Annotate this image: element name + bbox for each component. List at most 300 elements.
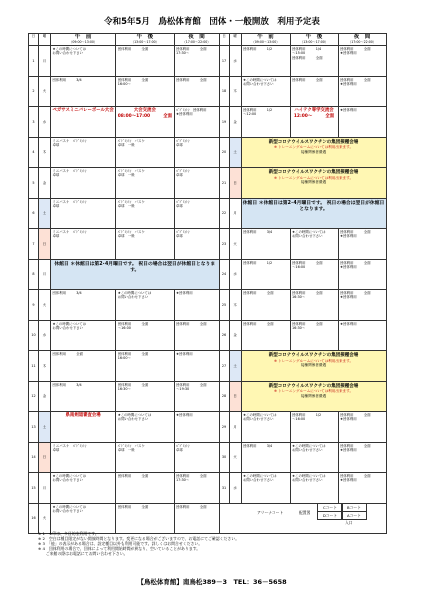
- day-number: 27: [221, 363, 227, 368]
- slot-cell: [174, 76, 219, 107]
- slot-ev: ★団体利用: [176, 352, 193, 356]
- slot-cell: [51, 503, 116, 534]
- weekday: 水: [233, 58, 237, 63]
- slot-cell: [116, 46, 174, 77]
- slot-pm: ﾊﾞﾄﾞﾐﾝﾄﾝ バスケ 卓球 一般: [117, 169, 145, 178]
- weekday: 木: [233, 302, 237, 307]
- period-time: （13:00～17:00）: [130, 40, 159, 45]
- slot-cell: [116, 503, 174, 534]
- court-b: Bコート: [341, 503, 367, 512]
- slot-cell: [338, 46, 386, 77]
- slot-am: 団体利用 1/2: [243, 47, 273, 51]
- day-number: 20: [221, 150, 227, 155]
- slot-cell: [338, 320, 386, 351]
- day-cell: [219, 168, 229, 199]
- slot-am: ミニバスケ ﾊﾞﾄﾞﾐﾝﾄﾝ 卓球: [52, 138, 87, 147]
- entrance-label: 入口: [345, 520, 353, 525]
- weekday: 金: [233, 333, 237, 338]
- slot-cell: [51, 168, 116, 199]
- slot-pm: ﾊﾞﾄﾞﾐﾝﾄﾝ バスケ 卓球 一般: [117, 199, 145, 208]
- weekday-cell: [39, 412, 51, 443]
- slot-cell: [338, 229, 386, 260]
- slot-ev: 団体利用 全面 ★団体利用: [340, 291, 371, 300]
- weekday: 月: [233, 211, 237, 216]
- slot-pm: ﾊﾞﾄﾞﾐﾝﾄﾝ バスケ 卓球 一般: [117, 230, 145, 239]
- weekday-cell: [39, 46, 51, 77]
- day-cell: [29, 229, 39, 260]
- slot-am: ミニバスケ ﾊﾞﾄﾞﾐﾝﾄﾝ 卓球: [52, 169, 87, 178]
- weekday: 金: [42, 180, 47, 185]
- period-time: （09:00～13:00）: [251, 40, 280, 45]
- slot-cell: [51, 473, 116, 504]
- weekday: 火: [233, 241, 237, 246]
- day-cell: [219, 198, 229, 229]
- table-row: [29, 320, 387, 351]
- day-cell: [219, 320, 229, 351]
- court-c: Cコート: [317, 503, 343, 512]
- priority-note: 接種関係者優遇: [300, 363, 327, 368]
- slot-ev: 団体利用 全面: [176, 77, 207, 82]
- slot-am: 団体利用 3/4: [52, 382, 82, 387]
- table-row: [29, 198, 387, 229]
- slot-ev: 団体利用 全面 ★団体利用: [340, 260, 371, 269]
- slot-cell: [290, 442, 338, 473]
- day-number: 21: [221, 180, 227, 185]
- closed-notice: 休館日 ＊休館日は第2･4月曜日です。 祝日の場合は翌日が休館日となります。: [54, 261, 216, 273]
- day-number: 5: [32, 180, 35, 185]
- slot-am: ペガサスミニバレーボール大会: [52, 108, 114, 113]
- day-cell: [29, 168, 39, 199]
- slot-am: ★この時間については お問い合わせ下さい: [243, 77, 277, 86]
- day-number: 18: [221, 89, 227, 94]
- slot-ev: 団体利用 全面 ★団体利用: [340, 474, 371, 483]
- slot-am: 団体利用 1/2: [243, 260, 273, 265]
- weekday: 日: [233, 180, 237, 185]
- day-number: 19: [221, 119, 227, 124]
- day-number: 24: [221, 272, 227, 277]
- slot-am: ★この時間については お問い合わせ下さい: [52, 47, 86, 56]
- slot-ev: 団体利用 全面 17:30～: [176, 47, 207, 56]
- weekday: 月: [42, 272, 47, 277]
- table-row: [29, 46, 387, 77]
- slot-ev: ﾊﾞﾄﾞﾐﾝﾄﾝ 卓球: [176, 199, 190, 208]
- day-number: 22: [221, 211, 227, 216]
- day-number: 29: [221, 424, 227, 429]
- table-row: [29, 473, 387, 504]
- weekday-cell: [229, 229, 241, 260]
- weekday-cell: [229, 473, 241, 504]
- table-row: [29, 107, 387, 138]
- training-room-note: ※ トレーニングルームについては利用出来ます。: [273, 175, 354, 180]
- weekday-cell: [229, 412, 241, 443]
- slot-ev: ﾊﾞﾄﾞﾐﾝﾄﾝ 卓球: [176, 443, 190, 452]
- day-cell: [219, 46, 229, 77]
- slot-cell: [116, 320, 174, 351]
- weekday: 水: [233, 485, 237, 490]
- slot-am: 団体利用 3/4: [52, 77, 82, 82]
- slot-cell: [290, 229, 338, 260]
- closed-notice: 休館日 ＊休館日は第2･4月曜日です。 祝日の場合は翌日が休館日となります。: [242, 200, 385, 212]
- slot-cell: [241, 320, 290, 351]
- table-row: [29, 76, 387, 107]
- day-number: 4: [32, 150, 35, 155]
- weekday-cell: [229, 351, 241, 382]
- priority-note: 接種関係者優遇: [300, 180, 327, 185]
- day-number: 15: [31, 485, 36, 490]
- period-header: [338, 34, 386, 46]
- period-time: （13:00～17:00）: [300, 40, 328, 45]
- day-cell: [219, 107, 229, 138]
- slot-am: ミニバスケ ﾊﾞﾄﾞﾐﾝﾄﾝ 卓球: [52, 230, 87, 239]
- slot-cell: [51, 107, 116, 138]
- slot-cell: [241, 107, 290, 138]
- weekday: 木: [42, 363, 47, 368]
- period-time: （17:00～22:00）: [348, 40, 376, 45]
- slot-pm: ★この時間については お問い合わせ下さい: [117, 291, 152, 300]
- slot-cell: [174, 290, 219, 321]
- day-number: 28: [221, 394, 227, 399]
- court-d: Dコート: [317, 511, 343, 520]
- weekday: 木: [233, 89, 237, 94]
- slot-am: 団体利用 1/2 ～12:00: [243, 108, 273, 117]
- day-number: 31: [221, 485, 227, 490]
- slot-pm: 団体利用 全面: [117, 504, 149, 509]
- table-row: [29, 442, 387, 473]
- vaccination-cell: [241, 168, 386, 199]
- priority-note: 接種関係者優遇: [300, 149, 327, 154]
- weekday: 月: [233, 424, 237, 429]
- slot-cell: [241, 259, 290, 290]
- slot-cell: [174, 412, 219, 443]
- weekday-cell: [39, 320, 51, 351]
- slot-pm: 団体利用 1/2 ～16:00: [292, 413, 322, 422]
- slot-cell: [338, 442, 386, 473]
- slot-ev: 団体利用 全面 ★団体利用: [340, 77, 371, 86]
- weekday-cell: [229, 442, 241, 473]
- slot-cell: [174, 381, 219, 412]
- slot-am: 団体利用 3/4: [243, 230, 273, 234]
- weekday-cell: [39, 137, 51, 168]
- day-cell: [219, 412, 229, 443]
- day-cell: [29, 473, 39, 504]
- slot-cell: [116, 442, 174, 473]
- weekday-cell: [39, 107, 51, 138]
- slot-am: 県南剣道審査会場: [65, 413, 101, 418]
- weekday: 木: [42, 150, 47, 155]
- slot-pm: 団体利用 全面 ～16:00: [117, 321, 149, 330]
- day-number: 12: [31, 394, 36, 399]
- table-row: [29, 381, 387, 412]
- slot-pm: ★この時間については お問い合わせ下さい: [292, 443, 326, 452]
- weekday: 水: [233, 272, 237, 277]
- slot-am: ミニバスケ ﾊﾞﾄﾞﾐﾝﾄﾝ 卓球: [52, 199, 87, 208]
- slot-cell: [174, 473, 219, 504]
- vaccination-notice: 新型コロナウイルスワクチンの集団接種会場: [268, 383, 359, 389]
- day-number: 7: [32, 241, 35, 246]
- period-time: （09:00～13:00）: [69, 40, 98, 45]
- slot-ev: 団体利用 全面 17:30～: [176, 474, 207, 483]
- day-cell: [29, 412, 39, 443]
- day-cell: [29, 46, 39, 77]
- slot-cell: [241, 412, 290, 443]
- slot-cell: [51, 412, 116, 443]
- weekday-cell: [229, 259, 241, 290]
- weekday-cell: [39, 198, 51, 229]
- day-number: 23: [221, 241, 227, 246]
- slot-ev: 団体利用 全面 ～19:30: [176, 382, 207, 391]
- slot-am: ミニバスケ ﾊﾞﾄﾞﾐﾝﾄﾝ 卓球: [52, 443, 87, 452]
- day-number: 13: [31, 424, 36, 429]
- court-layout: [257, 505, 393, 527]
- slot-cell: [116, 412, 174, 443]
- priority-note: 接種関係者優遇: [300, 393, 327, 398]
- slot-cell: [338, 76, 386, 107]
- slot-cell: [51, 442, 116, 473]
- slot-ev: ﾊﾞﾄﾞﾐﾝﾄﾝ 卓球: [176, 138, 190, 147]
- day-number: 1: [32, 58, 35, 63]
- day-cell: [29, 290, 39, 321]
- slot-ev: ★団体利用: [340, 108, 357, 112]
- vaccination-notice: 新型コロナウイルスワクチンの集団接種会場: [268, 353, 359, 358]
- note-line: ご来館の際はお電話にてお問い合わせ下さい。: [38, 551, 128, 557]
- slot-ev: ﾊﾞﾄﾞﾐﾝﾄﾝ 卓球: [176, 230, 190, 239]
- day-cell: [219, 259, 229, 290]
- weekday-cell: [229, 76, 241, 107]
- slot-cell: [116, 473, 174, 504]
- slot-cell: [116, 198, 174, 229]
- weekday: 土: [233, 150, 237, 155]
- day-cell: [29, 198, 39, 229]
- period-header: [116, 34, 174, 46]
- slot-cell: [241, 473, 290, 504]
- weekday: 火: [42, 516, 47, 521]
- slot-cell: [290, 76, 338, 107]
- slot-cell: [241, 46, 290, 77]
- header-day: 日: [222, 34, 226, 38]
- period-header: [174, 34, 219, 46]
- note-line: ※ 4 団体利用の場合で、団体によって利用開始時間が異なり、空いていることがあります。: [38, 546, 201, 552]
- slot-ev: 団体利用 全面 ★団体利用: [340, 413, 371, 422]
- slot-am: ★この時間については お問い合わせ下さい: [52, 321, 86, 330]
- period-name: 夜 間: [188, 34, 205, 41]
- weekday-cell: [229, 320, 241, 351]
- day-cell: [29, 137, 39, 168]
- day-cell: [219, 137, 229, 168]
- slot-cell: [174, 229, 219, 260]
- slot-ev: ★団体利用: [340, 321, 357, 326]
- weekday-cell: [39, 473, 51, 504]
- slot-am: 団体利用 3/4: [243, 443, 273, 448]
- weekday: 土: [42, 424, 47, 429]
- weekday: 日: [42, 455, 47, 460]
- header-weekday: 曜: [233, 34, 237, 38]
- slot-cell: [241, 290, 290, 321]
- slot-cell: [51, 76, 116, 107]
- day-cell: [219, 473, 229, 504]
- period-header: [51, 34, 116, 46]
- slot-ev: 団体利用 全面 ★団体利用: [340, 47, 371, 56]
- slot-pm: 団体利用 全面 16:30～: [117, 382, 149, 391]
- slot-cell: [338, 107, 386, 138]
- day-cell: [219, 442, 229, 473]
- slot-am: ★この時間については お問い合わせ下さい: [52, 474, 86, 483]
- weekday: 火: [42, 302, 47, 307]
- note-line: ※ 3 「他」の表示がある場合は、設定種目以外も利用可能です。詳しくはお問合せください。: [38, 541, 203, 547]
- slot-cell: [116, 381, 174, 412]
- day-number: 17: [221, 58, 227, 63]
- table-row: [29, 259, 387, 290]
- slot-pm: 団体利用 全面 16:00～: [117, 352, 149, 361]
- day-number: 10: [31, 333, 36, 338]
- slot-cell: [338, 473, 386, 504]
- slot-pm: 大会交流会 08:00～17:00 全面: [117, 108, 173, 119]
- weekday-cell: [229, 137, 241, 168]
- slot-am: ★この時間については お問い合わせ下さい: [243, 474, 277, 483]
- vaccination-notice: 新型コロナウイルスワクチンの集団接種会場: [268, 139, 359, 145]
- slot-ev: 団体利用 全面 ★団体利用: [340, 230, 371, 239]
- slot-cell: [51, 381, 116, 412]
- period-name: 午 前: [257, 34, 274, 41]
- period-name: 午 後: [136, 34, 154, 41]
- notes: [38, 531, 408, 556]
- day-number: 2: [32, 89, 35, 94]
- weekday-cell: [39, 351, 51, 382]
- slot-cell: [241, 229, 290, 260]
- training-room-note: ※ トレーニングルームについては利用出来ます。: [273, 145, 354, 150]
- weekday-cell: [39, 290, 51, 321]
- slot-cell: [116, 76, 174, 107]
- slot-cell: [51, 229, 116, 260]
- slot-cell: [241, 76, 290, 107]
- period-header: [290, 34, 338, 46]
- slot-ev: ★団体利用: [176, 291, 193, 295]
- day-cell: [219, 76, 229, 107]
- slot-pm: 団体利用 全面 16:30～: [292, 321, 323, 330]
- vaccination-cell: [241, 381, 386, 412]
- footer-contact: 【鳥松体育館】南鳥松389－3 TEL：36－5658: [137, 578, 287, 586]
- weekday: 月: [42, 58, 47, 63]
- weekday-cell: [39, 442, 51, 473]
- slot-cell: [290, 473, 338, 504]
- slot-cell: [290, 290, 338, 321]
- slot-pm: ﾊﾞﾄﾞﾐﾝﾄﾝ バスケ 卓球 一般: [117, 443, 145, 452]
- slot-cell: [116, 351, 174, 382]
- slot-cell: [51, 46, 116, 77]
- weekday: 土: [233, 363, 237, 368]
- table-row: [29, 351, 387, 382]
- slot-ev: 団体利用 全面: [176, 321, 207, 326]
- header-cell: [39, 34, 51, 46]
- slot-cell: [116, 168, 174, 199]
- day-number: 8: [32, 272, 35, 277]
- slot-cell: [51, 198, 116, 229]
- slot-am: 団体利用 全面: [52, 352, 84, 356]
- court-a: Aコート: [341, 511, 367, 520]
- day-cell: [29, 76, 39, 107]
- slot-cell: [174, 503, 219, 534]
- day-cell: [29, 381, 39, 412]
- slot-cell: [174, 198, 219, 229]
- table-row: [29, 290, 387, 321]
- weekday-cell: [229, 198, 241, 229]
- slot-cell: [338, 259, 386, 290]
- day-cell: [219, 381, 229, 412]
- header-weekday: 曜: [42, 34, 47, 38]
- day-cell: [29, 442, 39, 473]
- slot-pm: ★この時間については お問い合わせ下さい: [117, 413, 152, 422]
- slot-cell: [174, 107, 219, 138]
- slot-cell: [290, 259, 338, 290]
- slot-ev: ﾊﾞﾄﾞﾐﾝﾄﾝ 卓球: [176, 169, 190, 178]
- weekday-cell: [229, 168, 241, 199]
- table-row: [29, 412, 387, 443]
- slot-pm: ★この時間については お問い合わせ下さい: [292, 474, 326, 483]
- slot-cell: [241, 442, 290, 473]
- slot-pm: 団体利用 全面: [292, 77, 323, 82]
- period-name: 午 後: [305, 34, 323, 41]
- day-number: 14: [31, 455, 36, 460]
- weekday: 水: [42, 119, 47, 124]
- period-name: 夜 間: [353, 34, 371, 41]
- weekday: 月: [42, 485, 47, 490]
- slot-cell: [174, 46, 219, 77]
- slot-pm: ハイテク専学交流会 12:00～ 全面: [293, 108, 335, 119]
- slot-am: ★この時間については お問い合わせ下さい: [243, 413, 277, 422]
- weekday-cell: [39, 168, 51, 199]
- period-time: （17:00～22:00）: [182, 40, 211, 45]
- weekday-cell: [39, 229, 51, 260]
- slot-cell: [116, 229, 174, 260]
- arena-court-label: アリーナコート: [257, 510, 284, 515]
- weekday: 水: [42, 333, 47, 338]
- weekday: 日: [42, 241, 47, 246]
- slot-cell: [51, 320, 116, 351]
- day-number: 9: [32, 302, 35, 307]
- day-number: 16: [31, 516, 36, 521]
- slot-cell: [116, 290, 174, 321]
- slot-cell: [290, 107, 338, 138]
- period-name: 午 前: [74, 34, 92, 41]
- slot-cell: [338, 412, 386, 443]
- page-title: 令和5年5月 鳥松体育館 団体・一般開放 利用予定表: [104, 17, 320, 27]
- slot-pm: 団体利用 全面: [117, 47, 149, 51]
- day-number: 25: [221, 302, 227, 307]
- day-number: 11: [31, 363, 36, 368]
- closed-cell: [51, 259, 220, 290]
- weekday: 火: [42, 89, 47, 94]
- day-number: 6: [32, 211, 35, 216]
- period-header: [241, 34, 290, 46]
- header-cell: [229, 34, 241, 46]
- slot-am: 団体利用 全面: [243, 321, 274, 326]
- slot-cell: [116, 137, 174, 168]
- schedule-table: [28, 33, 387, 534]
- slot-ev: ﾊﾞﾄﾞﾐﾝﾄﾝ 団体利用 ★団体利用: [176, 108, 207, 117]
- slot-cell: [290, 46, 338, 77]
- note-line: ※ 1 ★印は、多目的室利用です。: [38, 531, 99, 536]
- day-number: 26: [221, 333, 227, 338]
- slot-pm: 団体利用 全面: [117, 474, 149, 478]
- weekday-cell: [229, 107, 241, 138]
- slot-pm: ﾊﾞﾄﾞﾐﾝﾄﾝ バスケ 卓球 一般: [117, 138, 145, 147]
- table-row: [29, 168, 387, 199]
- day-cell: [219, 351, 229, 382]
- vaccination-notice: 新型コロナウイルスワクチンの集団接種会場: [268, 170, 359, 175]
- weekday-cell: [229, 290, 241, 321]
- slot-cell: [174, 442, 219, 473]
- slot-ev: ★団体利用: [176, 413, 193, 417]
- training-room-note: ※ トレーニングルームについては利用出来ます。: [273, 389, 354, 394]
